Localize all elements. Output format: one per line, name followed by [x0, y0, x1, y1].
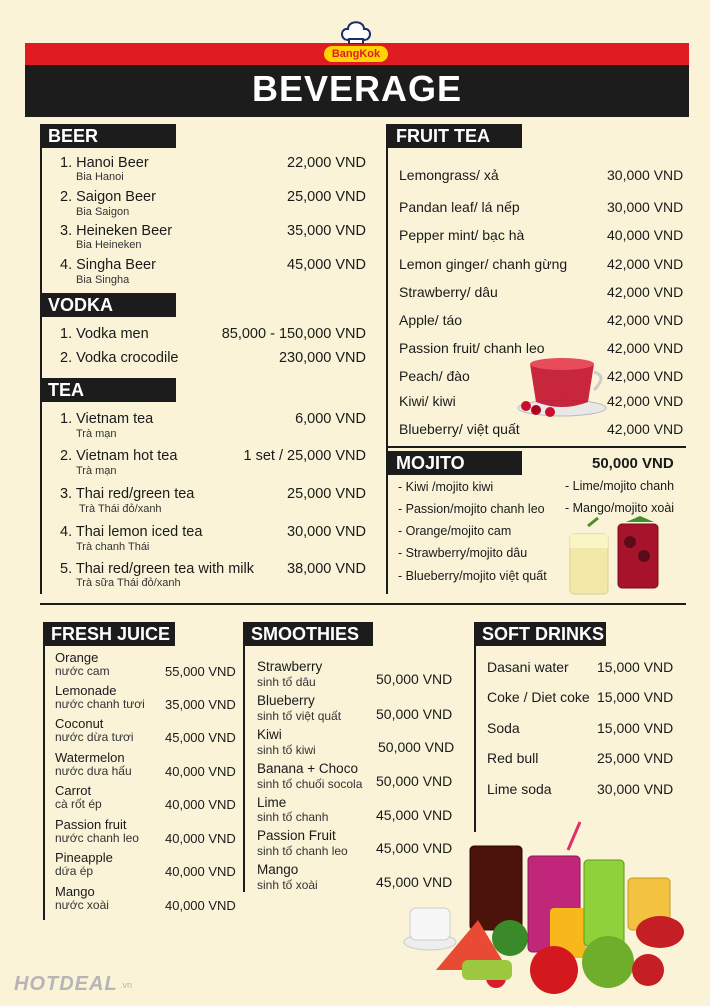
list-item-price: 50,000 VND: [376, 773, 453, 789]
list-item: Passion fruit/ chanh leo: [399, 340, 545, 356]
list-item-sub: sinh tố dâu: [257, 675, 316, 689]
list-item-sub: Trà mạn: [76, 428, 117, 440]
list-item: Lemonade: [55, 683, 117, 698]
list-item: - Kiwi /mojito kiwi: [398, 480, 494, 494]
list-item: Carrot: [55, 783, 92, 798]
list-item: Pepper mint/ bạc hà: [399, 227, 525, 243]
list-item: 2. Vietnam hot tea: [60, 448, 178, 464]
section-separator: [40, 603, 686, 605]
list-item: - Lime/mojito chanh: [565, 479, 675, 493]
list-item-sub: Trà sữa Thái đỏ/xanh: [76, 577, 181, 589]
list-item: Pineapple: [55, 850, 113, 865]
hotdeal-watermark-suffix: .vn: [120, 980, 133, 990]
list-item: Dasani water: [487, 659, 569, 675]
list-item-price: 6,000 VND: [295, 411, 366, 427]
list-item: 1. Vietnam tea: [60, 411, 154, 427]
list-item: Strawberry/ dâu: [399, 284, 498, 300]
list-item-price: 30,000 VND: [597, 781, 674, 797]
list-item-price: 42,000 VND: [607, 284, 684, 300]
tea-heading: TEA: [40, 378, 176, 402]
list-item-price: 42,000 VND: [607, 421, 684, 437]
list-item-sub: Trà Thái đỏ/xanh: [79, 503, 162, 515]
list-item-price: 230,000 VND: [278, 350, 366, 366]
list-item: - Orange/mojito cam: [398, 524, 512, 538]
list-item-price: 30,000 VND: [607, 199, 684, 215]
hotdeal-watermark: HOTDEAL: [14, 973, 118, 995]
list-item: Kiwi: [257, 727, 282, 742]
list-item: Blueberry: [257, 693, 315, 708]
vodka-heading: VODKA: [40, 293, 176, 317]
list-item-sub: nước xoài: [55, 898, 109, 912]
list-item: Coke / Diet coke: [487, 689, 590, 705]
list-item: Passion Fruit: [257, 828, 336, 843]
list-item: - Passion/mojito chanh leo: [398, 502, 545, 516]
mojito-heading: MOJITO: [388, 451, 522, 475]
list-item-price: 15,000 VND: [597, 720, 674, 736]
list-item: - Strawberry/mojito dâu: [398, 546, 528, 560]
list-item-sub: sinh tố chanh leo: [257, 844, 348, 858]
list-item-price: 25,000 VND: [287, 189, 366, 205]
mojito-price: 50,000 VND: [592, 455, 674, 472]
list-item-price: 38,000 VND: [287, 561, 366, 577]
list-item-sub: sinh tố việt quất: [257, 709, 342, 723]
list-item: Passion fruit: [55, 817, 127, 832]
list-item: Lemon ginger/ chanh gừng: [399, 256, 568, 272]
soft-drinks-divider: [474, 622, 476, 832]
list-item-sub: dứa ép: [55, 864, 94, 878]
list-item: Mango: [257, 862, 299, 877]
list-item: Lime soda: [487, 781, 552, 797]
list-item-sub: sinh tố chanh: [257, 810, 329, 824]
list-item: 2. Saigon Beer: [60, 189, 156, 205]
list-item: 1. Hanoi Beer: [60, 155, 149, 171]
list-item-price: 42,000 VND: [607, 393, 684, 409]
list-item: Lemongrass/ xả: [399, 167, 499, 183]
list-item: 2. Vodka crocodile: [60, 350, 179, 366]
list-item-price: 22,000 VND: [287, 155, 366, 171]
list-item-price: 35,000 VND: [165, 697, 236, 712]
mojito-glasses-icon: [564, 516, 674, 598]
list-item: 4. Singha Beer: [60, 257, 156, 273]
list-item: 3. Heineken Beer: [60, 223, 173, 239]
smoothies-divider: [243, 622, 245, 892]
list-item-sub: sinh tố chuối socola: [257, 777, 363, 791]
list-item-price: 40,000 VND: [165, 831, 236, 846]
list-item-price: 1 set / 25,000 VND: [243, 448, 366, 464]
list-item: 4. Thai lemon iced tea: [60, 524, 203, 540]
list-item-price: 42,000 VND: [607, 340, 684, 356]
list-item-price: 15,000 VND: [597, 689, 674, 705]
list-item-sub: sinh tố xoài: [257, 878, 318, 892]
list-item: Watermelon: [55, 750, 125, 765]
list-item-price: 40,000 VND: [165, 764, 236, 779]
list-item-price: 50,000 VND: [378, 739, 455, 755]
list-item: Banana + Choco: [257, 761, 358, 776]
list-item-price: 45,000 VND: [376, 840, 453, 856]
list-item-price: 45,000 VND: [376, 874, 453, 890]
list-item-price: 45,000 VND: [287, 257, 366, 273]
list-item-price: 42,000 VND: [607, 312, 684, 328]
list-item: Pandan leaf/ lá nếp: [399, 199, 520, 215]
list-item-sub: sinh tố kiwi: [257, 743, 316, 757]
smoothies-heading: SMOOTHIES: [243, 622, 373, 646]
list-item-sub: nước dưa hấu: [55, 764, 132, 778]
list-item: Red bull: [487, 750, 539, 766]
fresh-juice-heading: FRESH JUICE: [43, 622, 175, 646]
list-item-sub: nước cam: [55, 664, 110, 678]
logo-text: BangKok: [322, 44, 390, 64]
list-item-price: 50,000 VND: [376, 706, 453, 722]
list-item: Peach/ đào: [399, 368, 470, 384]
list-item-sub: Bia Hanoi: [76, 171, 124, 183]
list-item-price: 50,000 VND: [376, 671, 453, 687]
left-divider: [40, 124, 42, 594]
list-item-price: 45,000 VND: [165, 730, 236, 745]
list-item-sub: nước dừa tươi: [55, 730, 134, 744]
fruit-tea-cup-icon: [512, 350, 612, 420]
list-item: 5. Thai red/green tea with milk: [60, 561, 254, 577]
list-item-price: 25,000 VND: [597, 750, 674, 766]
list-item-price: 45,000 VND: [376, 807, 453, 823]
list-item-price: 40,000 VND: [165, 864, 236, 879]
list-item: Strawberry: [257, 659, 323, 674]
list-item: Orange: [55, 650, 99, 665]
list-item-price: 30,000 VND: [607, 167, 684, 183]
list-item: Kiwi/ kiwi: [399, 393, 456, 409]
list-item: 3. Thai red/green tea: [60, 486, 195, 502]
list-item-price: 40,000 VND: [165, 898, 236, 913]
list-item-price: 30,000 VND: [287, 524, 366, 540]
list-item: - Mango/mojito xoài: [565, 501, 675, 515]
list-item: Soda: [487, 720, 520, 736]
list-item-sub: Trà mạn: [76, 465, 117, 477]
list-item: Apple/ táo: [399, 312, 463, 328]
list-item: Mango: [55, 884, 95, 899]
list-item: 1. Vodka men: [60, 326, 149, 342]
list-item-sub: Bia Saigon: [76, 206, 130, 218]
list-item-price: 85,000 - 150,000 VND: [221, 326, 366, 342]
list-item-price: 25,000 VND: [287, 486, 366, 502]
list-item: Lime: [257, 795, 287, 810]
list-item-sub: nước chanh leo: [55, 831, 139, 845]
list-item: Coconut: [55, 716, 104, 731]
list-item-sub: Bia Heineken: [76, 239, 142, 251]
list-item-sub: Bia Singha: [76, 274, 130, 286]
list-item-price: 15,000 VND: [597, 659, 674, 675]
list-item-sub: cà rốt ép: [55, 797, 102, 811]
fresh-juice-divider: [43, 622, 45, 920]
right-divider: [386, 124, 388, 594]
list-item-price: 35,000 VND: [287, 223, 366, 239]
fruit-tea-bottom-line: [386, 446, 686, 448]
beer-heading: BEER: [40, 124, 176, 148]
page-title: BEVERAGE: [251, 68, 463, 109]
drinks-and-fruits-illustration-icon: [398, 820, 698, 1000]
list-item-price: 40,000 VND: [165, 797, 236, 812]
list-item-price: 42,000 VND: [607, 256, 684, 272]
list-item: Blueberry/ việt quất: [399, 421, 520, 437]
list-item: - Blueberry/mojito việt quất: [398, 569, 547, 583]
list-item-sub: nước chanh tươi: [55, 697, 145, 711]
list-item-price: 55,000 VND: [165, 664, 236, 679]
fruit-tea-heading: FRUIT TEA: [388, 124, 522, 148]
list-item-sub: Trà chanh Thái: [76, 541, 150, 553]
soft-drinks-heading: SOFT DRINKS: [474, 622, 606, 646]
list-item-price: 42,000 VND: [607, 368, 684, 384]
list-item-price: 40,000 VND: [607, 227, 684, 243]
